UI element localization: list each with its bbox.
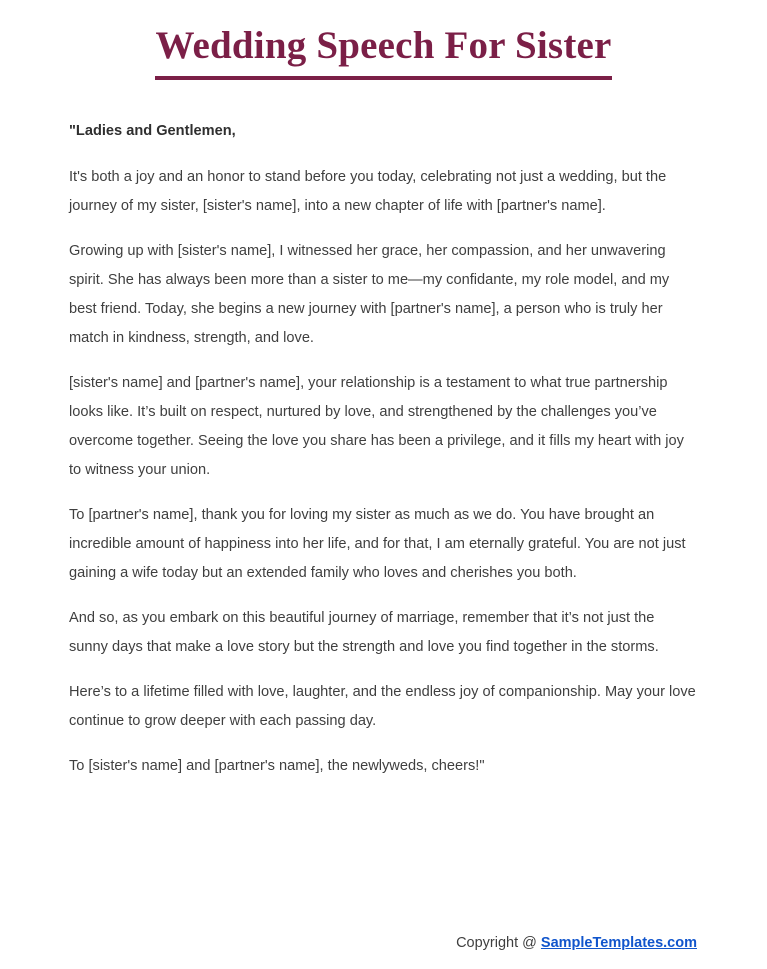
- title-block: [0, 0, 767, 80]
- speech-paragraph-6: Here’s to a lifetime filled with love, laughter, and the endless joy of companionship. May your love continue to grow deeper with each passing day.: [69, 683, 696, 729]
- copyright-text: Copyright @: [456, 935, 541, 951]
- speech-body: [0, 117, 767, 781]
- speech-paragraph-7: To [sister's name] and [partner's name], the newlyweds, cheers!": [69, 757, 485, 774]
- speech-salutation: "Ladies and Gentlemen,: [69, 122, 236, 139]
- speech-paragraph-1: It's both a joy and an honor to stand before you today, celebrating not just a wedding, but the journey of my sister, [sister's name], into a new chapter of life with [partner's name].: [69, 168, 667, 214]
- sampletemplates-link[interactable]: SampleTemplates.com: [540, 935, 697, 951]
- speech-paragraph-2: Growing up with [sister's name], I witnessed her grace, her compassion, and her unwavering spirit. She has always been more than a sister to me—my confidante, my role model, and my best friend. Today, she begins a new journey with [partner's name], a person who is truly her match in kindness, strength, and love.: [69, 242, 670, 346]
- page-title: Wedding Speech For Sister: [155, 24, 611, 80]
- footer: [0, 933, 767, 953]
- speech-paragraph-3: [sister's name] and [partner's name], your relationship is a testament to what true partnership looks like. It’s built on respect, nurtured by love, and strengthened by the challenges you’ve overcome together. Seeing the love you share has been a privilege, and it fills my heart with joy to witness your union.: [69, 374, 684, 478]
- speech-paragraph-5: And so, as you embark on this beautiful journey of marriage, remember that it’s not just the sunny days that make a love story but the strength and love you find together in the storms.: [69, 609, 659, 655]
- speech-paragraph-4: To [partner's name], thank you for loving my sister as much as we do. You have brought an incredible amount of happiness into her life, and for that, I am eternally grateful. You are not just gaining a wife today but an extended family who loves and cherishes you both.: [69, 506, 686, 581]
